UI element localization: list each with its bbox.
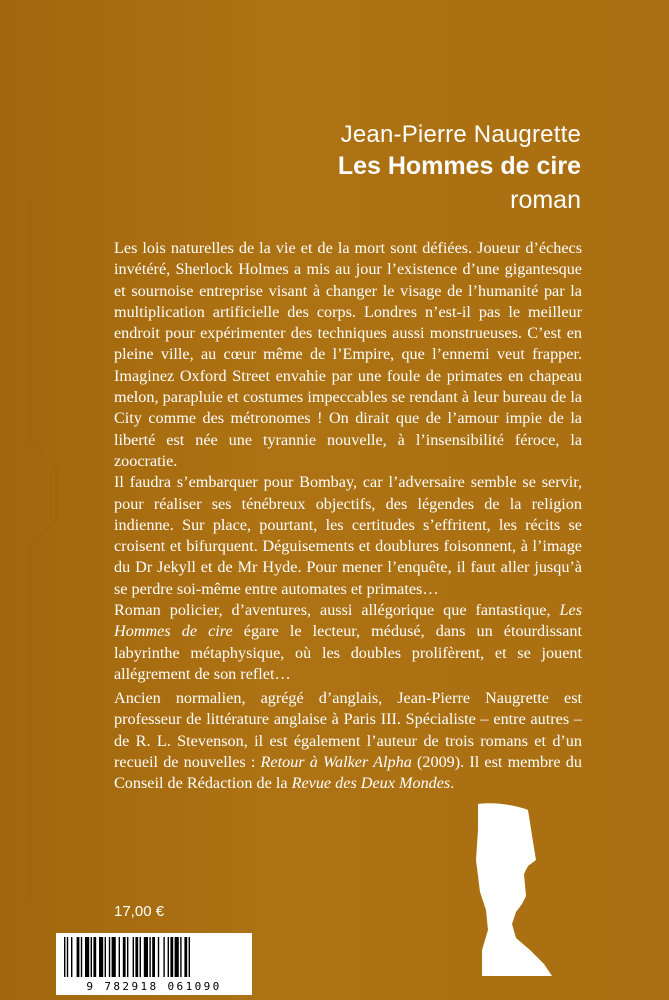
barcode-bars bbox=[62, 937, 246, 977]
book-genre: roman bbox=[510, 186, 581, 214]
blurb bbox=[114, 238, 582, 685]
author-bio bbox=[114, 688, 582, 794]
bio-middle: (2009). Il est membre du Conseil de Rédaction de la bbox=[114, 752, 582, 793]
barcode bbox=[56, 933, 252, 995]
blurb-p3-title: Les Hommes de cire bbox=[114, 601, 582, 641]
author-name: Jean-Pierre Naugrette bbox=[340, 121, 581, 148]
book-title: Les Hommes de cire bbox=[337, 152, 581, 180]
blurb-paragraph-2: Il faudra s’embarquer pour Bombay, car l’adversaire semble se servir, pour réaliser ses ténébreux objectifs, des légendes de la religion indienne. Sur place, pourtant, les certitudes s’effritent, les récits se croisent et bifurquent. Déguisements et doublures foisonnent, à l’image du Dr Jekyll et de Mr Hyde. Pour mener l’enquête, il faut aller jusqu’à se perdre soi-même entre automates et primates… bbox=[114, 473, 582, 598]
bio-end: . bbox=[450, 774, 455, 793]
blurb-paragraph-1: Les lois naturelles de la vie et de la mort sont défiées. Joueur d’échecs invétéré, Sherlock Holmes a mis au jour l’existence d’une gigantesque et sournoise entreprise visant à changer le visage de l’humanité par la multiplication artificielle des corps. Londres n’est-il pas le meilleur endroit pour expérimenter des techniques aussi monstrueuses. C’est en pleine ville, au cœur même de l’Empire, que l’ennemi veut frapper. Imaginez Oxford Street envahie par une foule de primates en chapeau melon, parapluie et costumes impeccables se rendant à leur bureau de la City comme des métronomes ! On dirait que de l’amour impie de la liberté est née une tyrannie nouvelle, à l’insensibilité féroce, la zoocratie. bbox=[114, 239, 582, 470]
price-label: 17,00 € bbox=[114, 903, 165, 920]
bio-review-title: Revue des Deux Mondes bbox=[291, 774, 451, 793]
bio-start: Ancien normalien, agrégé d’anglais, Jean-Pierre Naugrette est professeur de littérature anglaise à Paris III. Spécialiste – entre autres – de R. L. Stevenson, il est également l’auteur de trois romans et d’un recueil de nouvelles : bbox=[114, 689, 582, 771]
isbn-number: 9 782918 061090 bbox=[86, 980, 222, 993]
blurb-paragraph-3 bbox=[114, 600, 582, 685]
bio-novel-title: Retour à Walker Alpha bbox=[260, 752, 412, 771]
blurb-p3-start: Roman policier, d’aventures, aussi allégorique que fantastique, bbox=[114, 601, 560, 620]
blurb-p3-end: égare le lecteur, médusé, dans un étourdissant labyrinthe métaphysique, où les doubles prolifèrent, et se jouent allégrement de son reflet… bbox=[114, 622, 583, 683]
publisher-logo-icon bbox=[472, 800, 562, 980]
author-bio-text bbox=[114, 688, 582, 794]
book-header bbox=[338, 120, 581, 216]
